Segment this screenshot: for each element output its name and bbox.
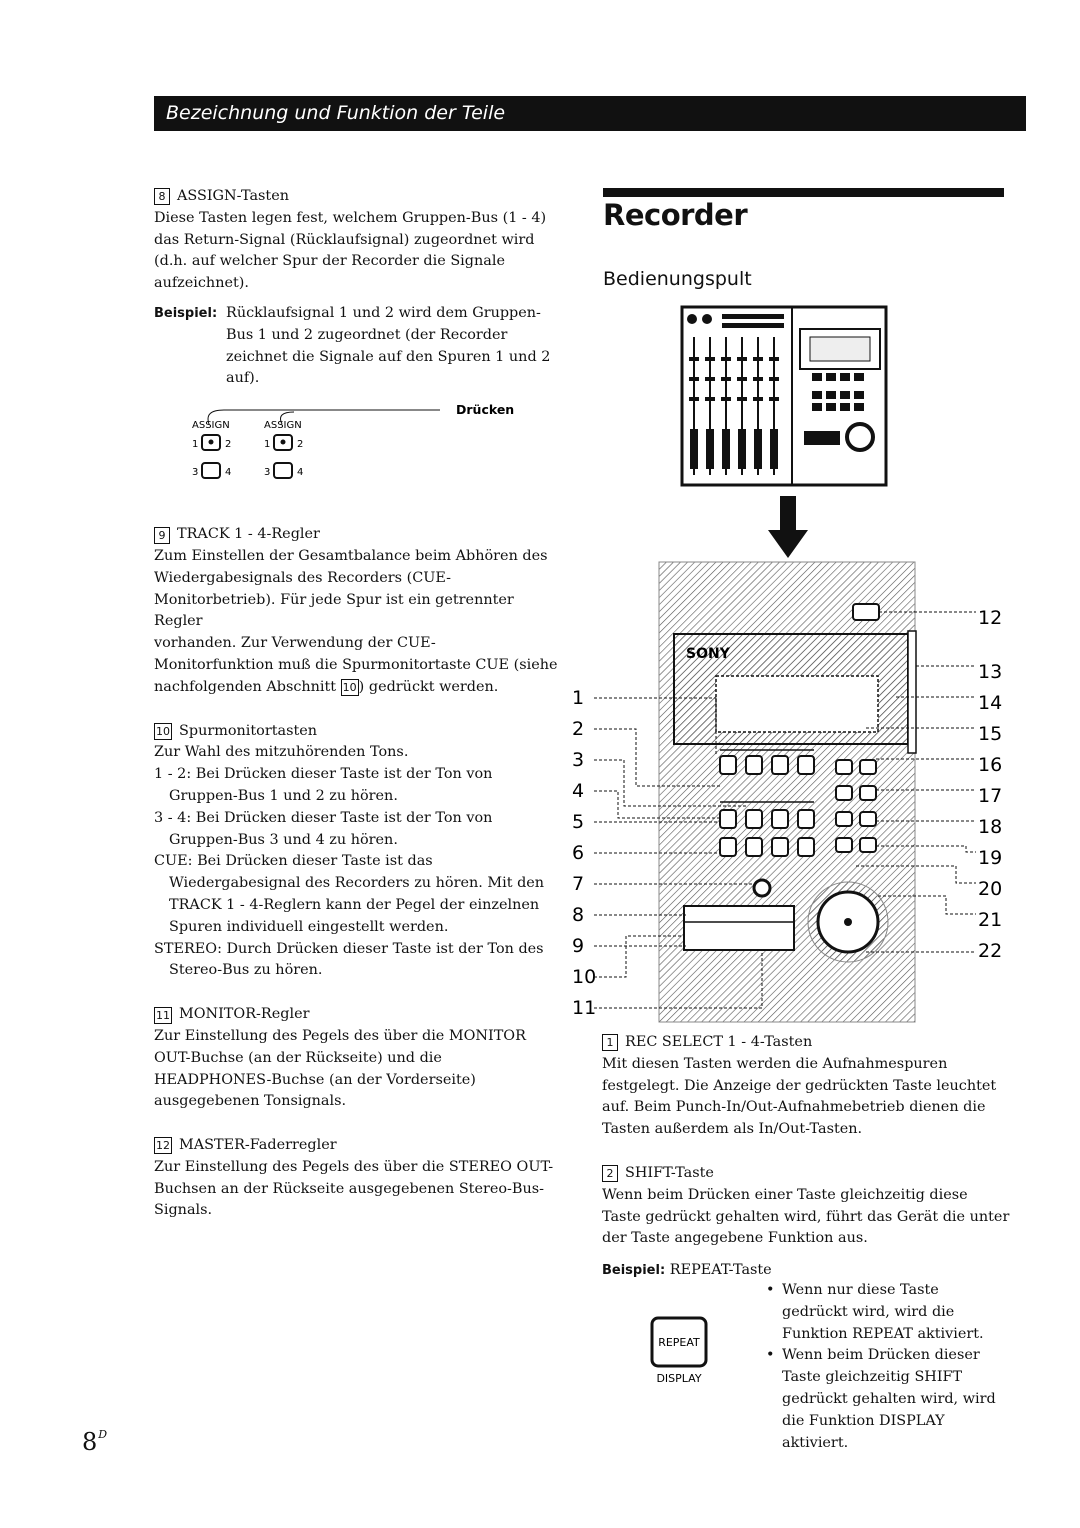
- s9-line: Zum Einstellen der Gesamtbalance beim Abhören des: [154, 547, 548, 564]
- s11-line: HEADPHONES-Buchse (an der Vorderseite): [154, 1071, 476, 1088]
- section-banner: [154, 96, 1026, 131]
- s8-line: Diese Tasten legen fest, welchem Gruppen-Bus (1 - 4): [154, 209, 547, 226]
- s10-item: 3 - 4: Bei Drücken dieser Taste ist der Ton von: [154, 809, 493, 826]
- example-block: [154, 303, 564, 390]
- svg-text:6: 6: [572, 842, 585, 864]
- svg-text:18: 18: [978, 816, 1003, 838]
- section-number-1: 1: [602, 1034, 618, 1051]
- s1-line: Tasten außerdem als In/Out-Tasten.: [602, 1121, 863, 1138]
- section-number-8: 8: [154, 188, 170, 205]
- svg-text:4: 4: [572, 780, 585, 802]
- example-line: zeichnet die Signale auf den Spuren 1 und 2: [226, 348, 551, 365]
- example-line: Rücklaufsignal 1 und 2 wird dem Gruppen-: [226, 304, 541, 321]
- section-1-title: REC SELECT 1 - 4-Tasten: [625, 1034, 813, 1050]
- s8-line: aufzeichnet).: [154, 275, 249, 292]
- s2-line: der Taste angegebene Funktion aus.: [602, 1230, 868, 1247]
- svg-text:8: 8: [572, 904, 585, 926]
- svg-text:20: 20: [978, 878, 1003, 900]
- section-12-title: MASTER-Faderregler: [179, 1137, 337, 1154]
- s8-line: das Return-Signal (Rücklaufsignal) zugeordnet wird: [154, 231, 535, 248]
- repeat-bullets: [766, 1280, 1006, 1454]
- assign-group-1: [192, 435, 231, 478]
- section-ref-10: 10: [342, 680, 357, 694]
- section-number-10: 10: [156, 724, 170, 738]
- svg-text:12: 12: [978, 607, 1003, 629]
- svg-text:1: 1: [264, 439, 271, 451]
- s2-line: Wenn beim Drücken einer Taste gleichzeitig diese: [602, 1186, 968, 1203]
- page-number: $8^D$: [82, 1428, 108, 1456]
- down-arrow-icon: [768, 496, 808, 558]
- s10-item: STEREO: Durch Drücken dieser Taste ist der Ton des: [154, 940, 544, 957]
- section-number-2: 2: [602, 1165, 618, 1182]
- s10-item-cont: TRACK 1 - 4-Reglern kann der Pegel der einzelnen: [169, 896, 540, 913]
- s11-line: ausgegebenen Tonsignals.: [154, 1093, 347, 1110]
- svg-text:21: 21: [978, 909, 1003, 931]
- svg-text:3: 3: [192, 467, 199, 479]
- s11-line: Zur Einstellung des Pegels des über die MONITOR: [154, 1027, 526, 1044]
- example-label-right: Beispiel:: [602, 1263, 666, 1279]
- s12-line: Signals.: [154, 1202, 213, 1219]
- s10-item-cont: Spuren individuell eingestellt werden.: [169, 918, 449, 935]
- assign-label-2: ASSIGN: [264, 420, 302, 432]
- svg-text:19: 19: [978, 847, 1003, 869]
- svg-text:3: 3: [264, 467, 271, 479]
- svg-text:14: 14: [978, 692, 1003, 714]
- section-12-heading: [154, 1135, 564, 1157]
- svg-text:2: 2: [572, 718, 585, 740]
- page-subtitle: Bedienungspult: [603, 268, 752, 290]
- section-2-heading: [602, 1163, 1012, 1185]
- example-label: Beispiel:: [154, 305, 218, 321]
- s9-line: Monitorfunktion muß die Spurmonitortaste CUE (siehe: [154, 656, 558, 673]
- s1-line: festgelegt. Die Anzeige der gedrückten Taste leuchtet: [602, 1077, 997, 1094]
- svg-text:9: 9: [572, 935, 585, 957]
- s10-item-cont: Gruppen-Bus 1 und 2 zu hören.: [169, 787, 398, 804]
- s12-line: Zur Einstellung des Pegels des über die STEREO OUT-: [154, 1158, 554, 1175]
- assign-buttons-figure: [154, 396, 554, 486]
- section-8-title: ASSIGN-Tasten: [177, 188, 289, 204]
- section-9-title: TRACK 1 - 4-Regler: [177, 526, 320, 543]
- s2-line: Taste gedrückt gehalten wird, führt das Gerät die unter: [602, 1208, 1010, 1225]
- display-label: DISPLAY: [656, 1372, 702, 1385]
- assign-group-2: [264, 435, 303, 478]
- svg-text:7: 7: [572, 873, 585, 895]
- section-11-heading: [154, 1004, 564, 1026]
- section-number-9: 9: [154, 527, 170, 544]
- svg-text:3: 3: [572, 749, 585, 771]
- brand-logo: SONY: [686, 646, 730, 662]
- svg-text:15: 15: [978, 723, 1003, 745]
- right-column: [602, 1032, 1012, 1282]
- svg-text:4: 4: [225, 467, 232, 479]
- press-label: Drücken: [456, 402, 515, 418]
- repeat-key-label: REPEAT: [658, 1336, 700, 1349]
- s10-item-cont: Gruppen-Bus 3 und 4 zu hören.: [169, 831, 398, 848]
- title-rule: [603, 188, 1004, 197]
- page-title: Recorder: [603, 198, 748, 232]
- svg-text:22: 22: [978, 940, 1003, 962]
- s9-line: vorhanden. Zur Verwendung der CUE-: [154, 635, 436, 652]
- s11-line: OUT-Buchse (an der Rückseite) und die: [154, 1049, 442, 1066]
- section-10-heading: [154, 721, 564, 743]
- svg-text:11: 11: [572, 997, 597, 1019]
- svg-text:5: 5: [572, 811, 585, 833]
- svg-text:16: 16: [978, 754, 1003, 776]
- svg-text:4: 4: [297, 467, 304, 479]
- section-9-heading: [154, 524, 564, 546]
- banner-title: Bezeichnung und Funktion der Teile: [166, 102, 506, 124]
- svg-text:2: 2: [297, 439, 304, 451]
- s1-line: Mit diesen Tasten werden die Aufnahmespuren: [602, 1055, 948, 1072]
- s9-line: Monitorbetrieb). Für jede Spur ist ein getrennter Regler: [154, 591, 514, 630]
- section-1-heading: [602, 1032, 1012, 1054]
- example-line-right: Beispiel: REPEAT-Taste: [602, 1262, 772, 1279]
- svg-text:2: 2: [225, 439, 232, 451]
- left-column: [154, 186, 564, 1222]
- right-callouts: [978, 607, 1002, 962]
- example-line: auf).: [226, 370, 260, 387]
- section-11-title: MONITOR-Regler: [179, 1006, 310, 1023]
- section-number-11: 11: [156, 1008, 170, 1022]
- s12-line: Buchsen an der Rückseite ausgegebenen Stereo-Bus-: [154, 1180, 544, 1197]
- bullet-item: • Wenn beim Drücken dieser Taste gleichzeitig SHIFT gedrückt gehalten wird, wird die Funktion DISPLAY aktiviert.: [766, 1347, 996, 1451]
- s10-item: CUE: Bei Drücken dieser Taste ist das: [154, 853, 433, 870]
- s1-line: auf. Beim Punch-In/Out-Aufnahmebetrieb dienen die: [602, 1099, 986, 1116]
- page-suffix: D: [98, 1428, 108, 1441]
- section-number-12: 12: [156, 1139, 170, 1153]
- svg-text:17: 17: [978, 785, 1003, 807]
- s8-line: (d.h. auf welcher Spur der Recorder die Signale: [154, 253, 505, 270]
- s10-item-cont: Wiedergabesignal des Recorders zu hören. Mit den: [169, 875, 545, 892]
- section-10-title: Spurmonitortasten: [179, 722, 318, 739]
- svg-text:10: 10: [572, 966, 597, 988]
- svg-text:13: 13: [978, 661, 1003, 683]
- s9-line: Wiedergabesignals des Recorders (CUE-: [154, 569, 451, 586]
- s10-intro: Zur Wahl des mitzuhörenden Tons.: [154, 744, 409, 761]
- s10-item: 1 - 2: Bei Drücken dieser Taste ist der Ton von: [154, 766, 493, 783]
- recorder-panel-figure: [566, 556, 1010, 1026]
- left-callouts: [572, 687, 596, 1019]
- s9-line-last: nachfolgenden Abschnitt 10 ) gedrückt werden.: [154, 678, 499, 695]
- svg-text:1: 1: [572, 687, 585, 709]
- svg-text:1: 1: [192, 439, 199, 451]
- section-8-heading: [154, 186, 564, 208]
- assign-label-1: ASSIGN: [192, 420, 230, 432]
- repeat-key-figure: [640, 1312, 720, 1390]
- section-2-title: SHIFT-Taste: [625, 1164, 714, 1181]
- mixer-overview-figure: [680, 305, 890, 487]
- bullet-item: • Wenn nur diese Taste gedrückt wird, wird die Funktion REPEAT aktiviert.: [766, 1282, 984, 1342]
- s10-item-cont: Stereo-Bus zu hören.: [169, 962, 323, 979]
- example-line: Bus 1 und 2 zugeordnet (der Recorder: [226, 326, 508, 343]
